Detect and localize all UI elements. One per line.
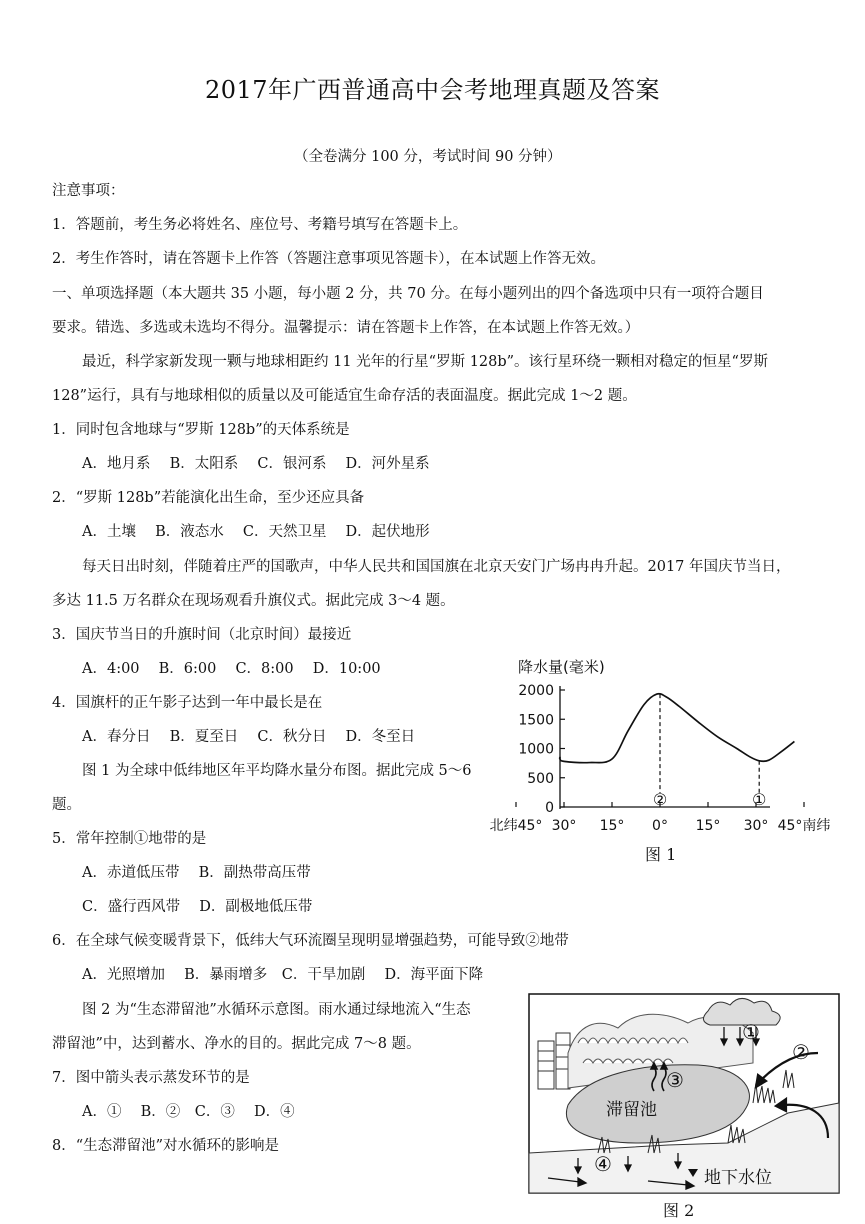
q5-stem: 5．常年控制①地带的是 xyxy=(52,831,207,847)
passage2-line2: 多达 11.5 万名群众在现场观看升旗仪式。据此完成 3～4 题。 xyxy=(52,593,455,609)
figure2-caption: 图 2 xyxy=(663,1201,695,1220)
buildings xyxy=(538,1033,570,1089)
passage4-line1: 图 2 为“生态滞留池”水循环示意图。雨水通过绿地流入“生态 xyxy=(82,1002,471,1018)
q5-options-2: C．盛行西风带 D．副极地低压带 xyxy=(82,899,313,915)
page-title: 2017年广西普通高中会考地理真题及答案 xyxy=(204,76,661,104)
x-tick-label: 15° xyxy=(599,818,625,834)
q1-options: A．地月系 B．太阳系 C．银河系 D．河外星系 xyxy=(82,456,430,472)
y-tick-label: 1500 xyxy=(518,712,554,729)
y-tick-label: 0 xyxy=(545,800,554,816)
pool-label: 滞留池 xyxy=(606,1100,657,1120)
x-tick-label: 30° xyxy=(551,818,577,834)
y-tick-label: 2000 xyxy=(518,683,554,699)
marker-2: ② xyxy=(792,1040,810,1064)
q7-options: A．① B．② C．③ D．④ xyxy=(82,1104,295,1120)
q4-stem: 4．国旗杆的正午影子达到一年中最长是在 xyxy=(52,695,323,711)
x-tick-label: 15° xyxy=(695,818,721,834)
passage1-line2: 128”运行，具有与地球相似的质量以及可能适宜生命存活的表面温度。据此完成 1～2 题。 xyxy=(52,388,637,404)
q1-stem: 1．同时包含地球与“罗斯 128b”的天体系统是 xyxy=(52,422,350,438)
y-tick-label: 1000 xyxy=(518,741,554,758)
q5-options-1: A．赤道低压带 B．副热带高压带 xyxy=(82,865,311,881)
marker-1: ① xyxy=(742,1020,760,1044)
y-tick-label: 500 xyxy=(527,770,554,787)
chart-ylabel: 降水量(毫米) xyxy=(518,658,605,676)
q8-stem: 8．“生态滞留池”对水循环的影响是 xyxy=(52,1138,280,1154)
q7-stem: 7．图中箭头表示蒸发环节的是 xyxy=(52,1070,250,1086)
q2-options: A．土壤 B．液态水 C．天然卫星 D．起伏地形 xyxy=(82,524,430,540)
figure2-retention-pond-diagram xyxy=(528,993,840,1194)
passage2-line1: 每天日出时刻，伴随着庄严的国歌声，中华人民共和国国旗在北京天安门广场冉冉升起。2017 年国庆节当日， xyxy=(82,559,791,575)
q2-stem: 2．“罗斯 128b”若能演化出生命，至少还应具备 xyxy=(52,490,365,506)
groundwater-label: 地下水位 xyxy=(704,1168,772,1188)
x-tick-label: 30° xyxy=(743,818,769,834)
exam-info: （全卷满分 100 分，考试时间 90 分钟） xyxy=(294,149,562,165)
x-tick-label: 北纬45° xyxy=(490,818,543,834)
figure1-caption: 图 1 xyxy=(645,845,677,864)
x-tick-label: 45°南纬 xyxy=(777,818,831,834)
q3-stem: 3．国庆节当日的升旗时间（北京时间）最接近 xyxy=(52,627,352,643)
passage3-line2: 题。 xyxy=(52,797,81,813)
marker-3: ③ xyxy=(666,1068,684,1092)
q6-options: A．光照增加 B．暴雨增多 C．干旱加剧 D．海平面下降 xyxy=(82,967,484,983)
q4-options: A．春分日 B．夏至日 C．秋分日 D．冬至日 xyxy=(82,729,416,745)
x-tick-label: 0° xyxy=(652,818,668,834)
notice-2: 2．考生作答时，请在答题卡上作答（答题注意事项见答题卡），在本试题上作答无效。 xyxy=(52,251,605,267)
passage3-line1: 图 1 为全球中低纬地区年平均降水量分布图。据此完成 5～6 xyxy=(82,763,472,779)
notice-1: 1．答题前，考生务必将姓名、座位号、考籍号填写在答题卡上。 xyxy=(52,217,468,233)
precipitation-line xyxy=(560,694,795,763)
marker-4: ④ xyxy=(594,1152,612,1176)
passage4-line2: 滞留池”中，达到蓄水、净水的目的。据此完成 7～8 题。 xyxy=(52,1036,421,1052)
annotation-label-2: ① xyxy=(752,790,767,809)
passage1-line1: 最近，科学家新发现一颗与地球相距约 11 光年的行星“罗斯 128b”。该行星环绕一颗相对稳定的恒星“罗斯 xyxy=(82,354,768,370)
notice-header: 注意事项： xyxy=(52,183,125,199)
section1-line2: 要求。错选、多选或未选均不得分。温馨提示：请在答题卡上作答，在本试题上作答无效。） xyxy=(52,320,640,336)
q3-options: A．4:00 B．6:00 C．8:00 D．10:00 xyxy=(82,661,381,677)
annotation-label-1: ② xyxy=(652,790,668,809)
figure1-precipitation-chart xyxy=(490,652,835,842)
section1-line1: 一、单项选择题（本大题共 35 小题，每小题 2 分，共 70 分。在每小题列出的四个备选项中只有一项符合题目 xyxy=(52,286,764,302)
q6-stem: 6．在全球气候变暖背景下，低纬大气环流圈呈现明显增强趋势，可能导致②地带 xyxy=(52,933,569,949)
